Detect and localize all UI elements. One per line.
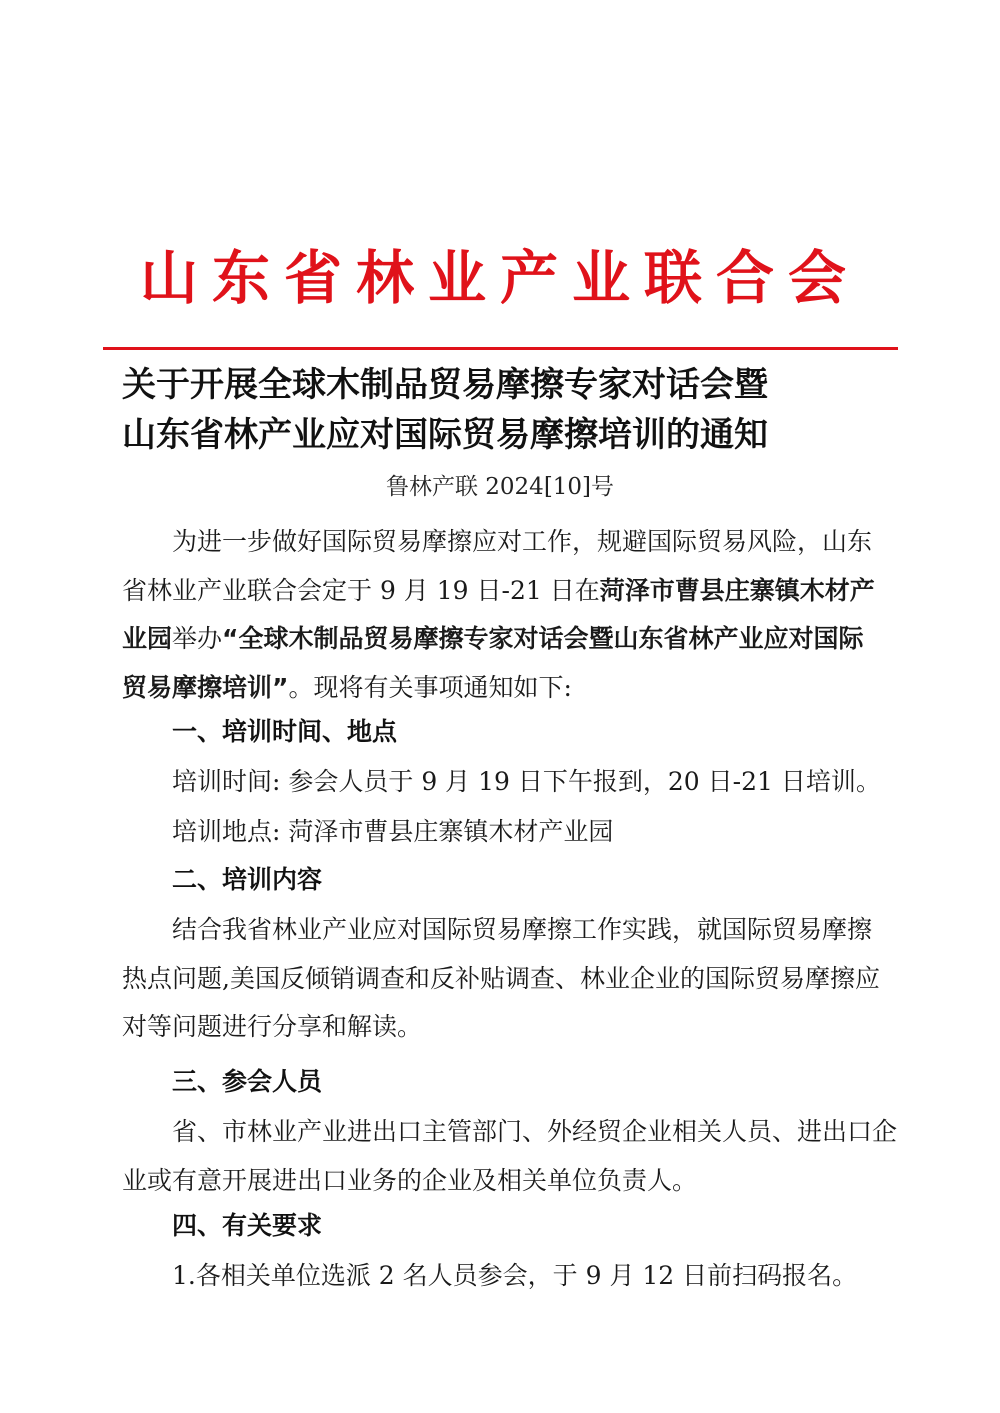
org-header: 山东省林业产业联合会 — [139, 244, 860, 312]
training-content-paragraph: 结合我省林业产业应对国际贸易摩擦工作实践，就国际贸易摩擦热点问题,美国反倾销调查和反补贴调查、林业企业的国际贸易摩擦应对等问题进行分享和解读。 — [122, 915, 880, 1041]
intro-text-2: 举办 — [172, 624, 223, 653]
intro-location: 菏泽市曹县庄寨镇木材产业园 — [122, 575, 875, 653]
document-title — [122, 360, 922, 460]
red-divider — [103, 347, 898, 350]
section-heading-requirements: 四、有关要求 — [172, 1211, 323, 1240]
document-number: 鲁林产联 2024[10]号 — [385, 474, 615, 500]
intro-text-3: 。现将有关事项通知如下: — [288, 672, 572, 702]
intro-event-name: “全球木制品贸易摩擦专家对话会暨山东省林产业应对国际贸易摩擦培训” — [122, 624, 864, 702]
section-heading-participants: 三、参会人员 — [172, 1067, 323, 1096]
intro-paragraph — [122, 518, 882, 712]
training-time: 培训时间: 参会人员于 9 月 19 日下午报到，20 日-21 日培训。 — [172, 767, 881, 796]
section-heading-time-place: 一、培训时间、地点 — [172, 717, 398, 746]
requirement-item-1: 1.各相关单位选派 2 名人员参会，于 9 月 12 日前扫码报名。 — [172, 1261, 858, 1290]
participants-paragraph: 省、市林业产业进出口主管部门、外经贸企业相关人员、进出口企业或有意开展进出口业务的企业及相关单位负责人。 — [122, 1117, 898, 1195]
section-heading-content: 二、培训内容 — [172, 865, 323, 894]
training-place: 培训地点: 菏泽市曹县庄寨镇木材产业园 — [172, 817, 614, 846]
intro-text-1: 为进一步做好国际贸易摩擦应对工作，规避国际贸易风险，山东省林业产业联合会定于 9 月 19 日-21 日在 — [122, 527, 873, 605]
title-line-2: 山东省林产业应对国际贸易摩擦培训的通知 — [122, 415, 768, 455]
title-line-1: 关于开展全球木制品贸易摩擦专家对话会暨 — [122, 365, 768, 405]
